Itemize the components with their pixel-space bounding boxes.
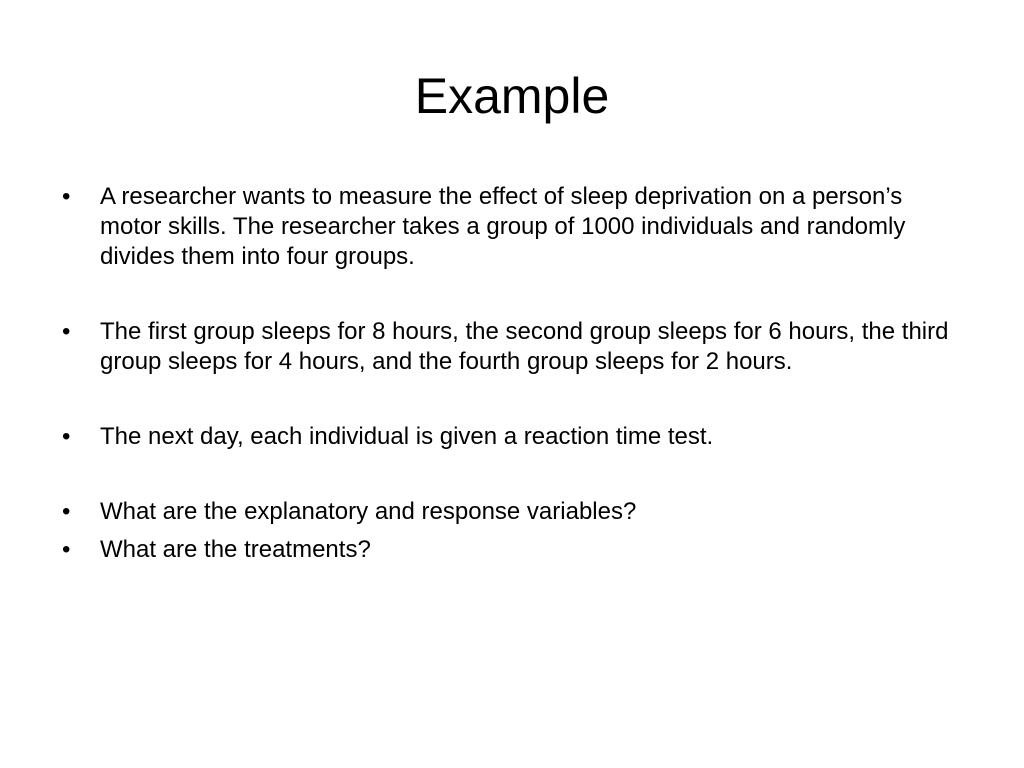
bullet-text: The next day, each individual is given a reaction time test.: [100, 423, 714, 450]
bullet-text: What are the treatments?: [100, 536, 371, 563]
bullet-item: [62, 422, 962, 452]
bullet-icon: •: [62, 423, 71, 450]
bullet-text: A researcher wants to measure the effect of sleep deprivation on a person’s motor skills. The researcher takes a group of 1000 individuals and randomly divides them into four groups.: [100, 183, 906, 270]
bullet-text: The first group sleeps for 8 hours, the second group sleeps for 6 hours, the third group sleeps for 4 hours, and the fourth group sleeps for 2 hours.: [100, 318, 949, 375]
bullet-list: [62, 182, 962, 565]
bullet-icon: •: [62, 498, 71, 525]
bullet-item: [62, 182, 962, 272]
bullet-icon: •: [62, 536, 71, 563]
bullet-item: [62, 317, 962, 377]
bullet-item: [62, 535, 962, 565]
bullet-item: [62, 497, 962, 527]
slide-title: Example: [414, 68, 610, 124]
bullet-text: What are the explanatory and response variables?: [100, 498, 637, 525]
bullet-icon: •: [62, 318, 71, 345]
bullet-icon: •: [62, 183, 71, 210]
